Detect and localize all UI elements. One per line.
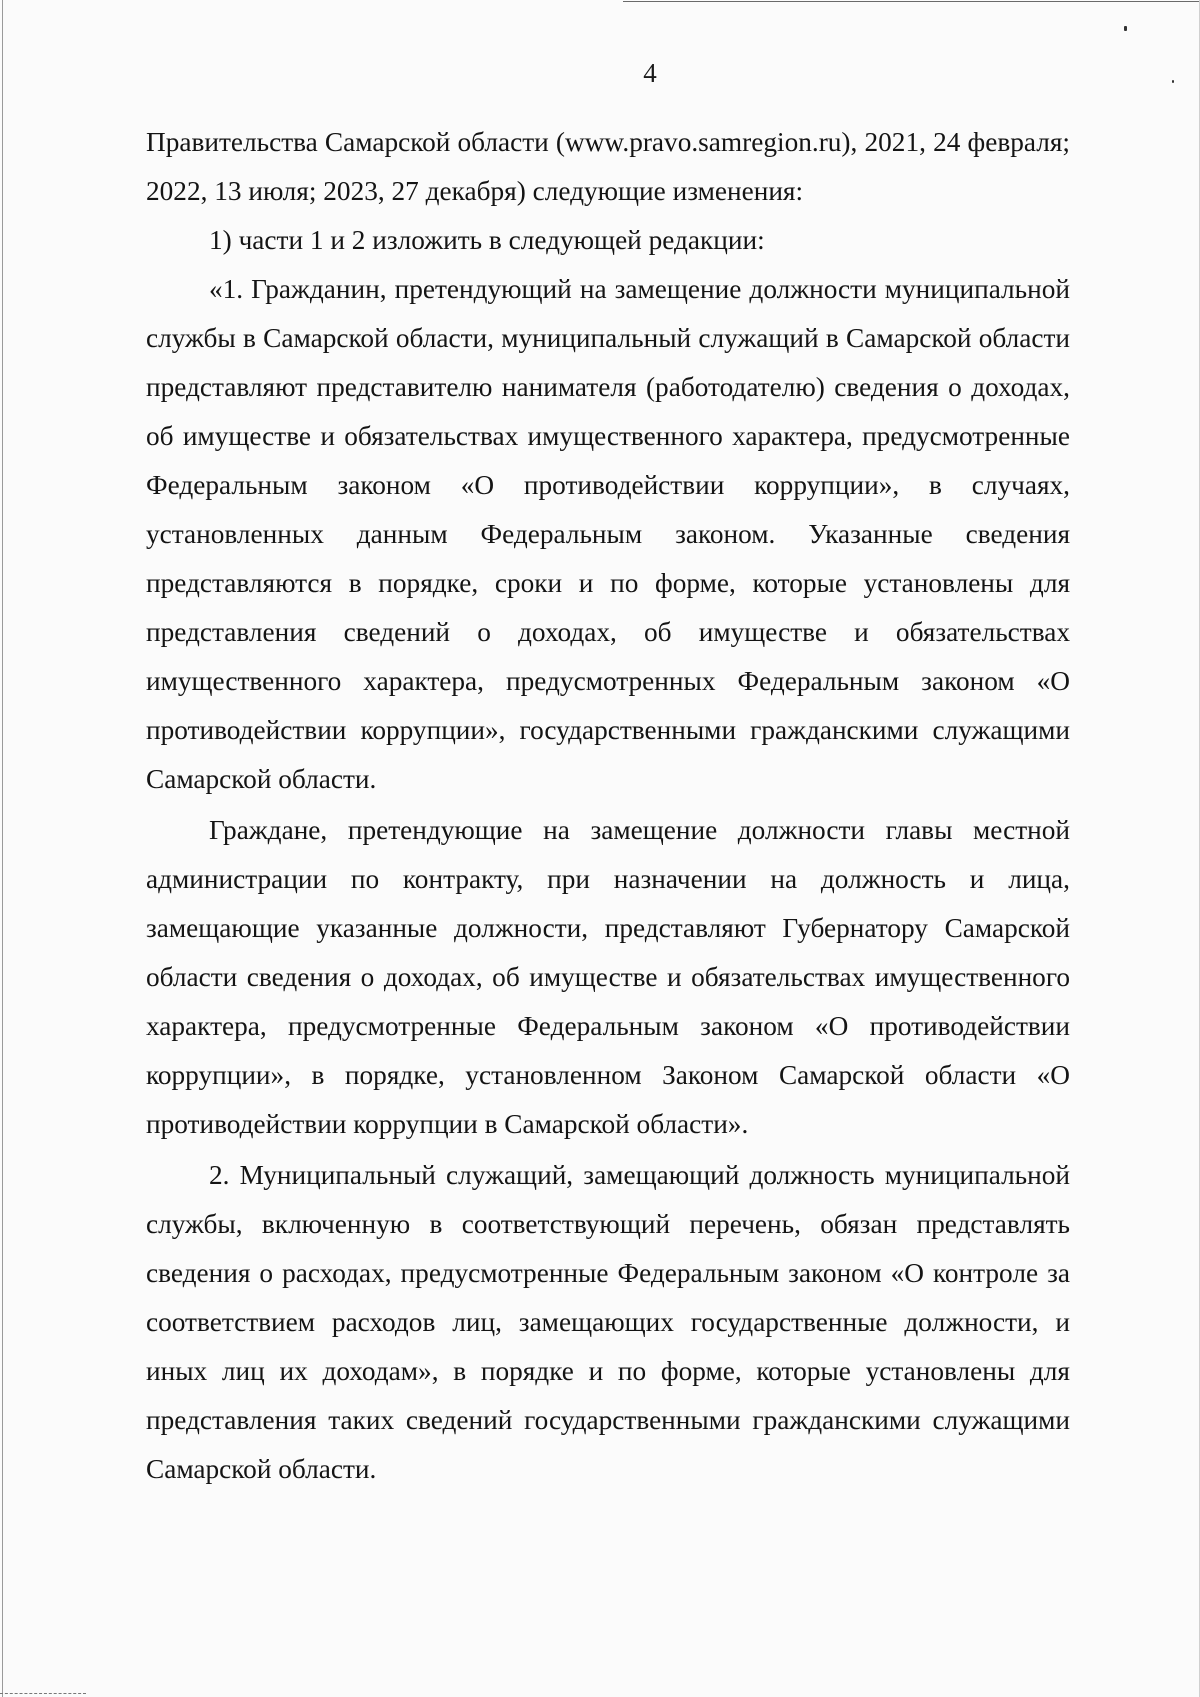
paragraph-continuation: Правительства Самарской области (www.pravo.samregion.ru), 2021, 24 февраля; 2022, 13 июля; 2023, 27 декабря) следующие изменения: [146, 127, 1070, 206]
paragraph-part-1-heads: Граждане, претендующие на замещение должности главы местной администрации по контракту, при назначении на должность и лица, замещающие указанные должности, представляют Губернатору Самарской области сведения о доходах, об имуществе и обязательствах имущественного характера, предусмотренные Федеральным законом «О противодействии коррупции», в порядке, установленном Законом Самарской области «О противодействии коррупции в Самарской области». [146, 815, 1070, 1139]
page-number: 4 [643, 58, 657, 88]
document-body [146, 118, 1070, 1494]
paragraph-part-2: 2. Муниципальный служащий, замещающий должность муниципальной службы, включенную в соответствующий перечень, обязан представлять сведения о расходах, предусмотренные Федеральным законом «О контроле за соответствием расходов лиц, замещающих государственные должности, и иных лиц их доходам», в порядке и по форме, которые установлены для представления таких сведений государственными гражданскими служащими Самарской области. [146, 1160, 1070, 1484]
scan-edge-bottom-dash [0, 1693, 86, 1694]
paragraph-amendment-intro: 1) части 1 и 2 изложить в следующей редакции: [209, 225, 765, 255]
scan-edge-left [2, 0, 3, 1697]
scan-speck [1124, 26, 1127, 31]
paragraph-part-1: «1. Гражданин, претендующий на замещение должности муниципальной службы в Самарской области, муниципальный служащий в Самарской области представляют представителю нанимателя (работодателю) сведения о доходах, об имуществе и обязательствах имущественного характера, предусмотренные Федеральным законом «О противодействии коррупции», в случаях, установленных данным Федеральным законом. Указанные сведения представляются в порядке, сроки и по форме, которые установлены для представления сведений о доходах, об имуществе и обязательствах имущественного характера, предусмотренных Федеральным законом «О противодействии коррупции», государственными гражданскими служащими Самарской области. [146, 274, 1070, 794]
scan-edge-top [623, 1, 1200, 2]
